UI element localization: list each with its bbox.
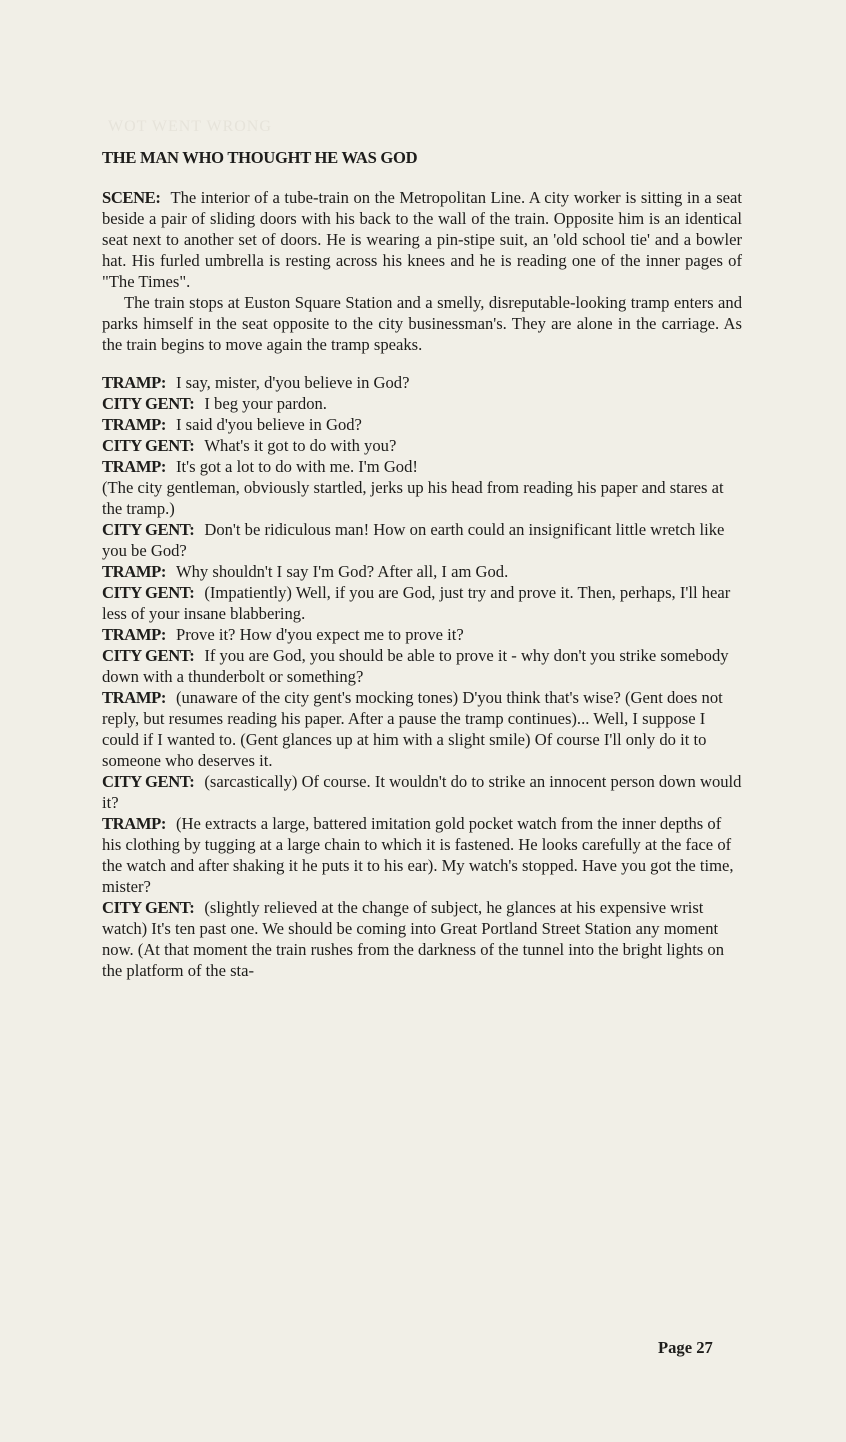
dialogue-line [102,477,742,519]
speaker-label: TRAMP: [102,562,166,581]
dialogue-text: (He extracts a large, battered imitation gold pocket watch from the inner depths of his clothing by tugging at a large chain to which it is fastened. He looks carefully at the face of the watch and after shaking it he puts it to his ear). My watch's stopped. Have you got the time, mister? [102,814,734,896]
dialogue-text: I said d'you believe in God? [175,415,362,434]
dialogue-line [102,372,742,393]
page-title: THE MAN WHO THOUGHT HE WAS GOD [102,148,418,167]
dialogue-text: It's got a lot to do with me. I'm God! [175,457,418,476]
scene-paragraph-2: The train stops at Euston Square Station and a smelly, disreputable-looking tramp enters and parks himself in the seat opposite to the city businessman's. They are alone in the carriage. As the train begins to move again the tramp speaks. [102,293,742,354]
scene-paragraph [102,187,742,292]
dialogue-line [102,582,742,624]
dialogue-text: Don't be ridiculous man! How on earth could an insignificant little wretch like you be God? [102,520,725,560]
dialogue-line [102,414,742,435]
dialogue-text: (sarcastically) Of course. It wouldn't do to strike an innocent person down would it? [102,772,742,812]
speaker-label: TRAMP: [102,625,166,644]
dialogue-line [102,813,742,897]
dialogue-line [102,687,742,771]
scene-text: The interior of a tube-train on the Metropolitan Line. A city worker is sitting in a seat beside a pair of sliding doors with his back to the wall of the train. Opposite him is an identical seat next to another set of doors. He is wearing a pin-stipe suit, an 'old school tie' and a bowler hat. His furled umbrella is resting across his knees and he is reading one of the inner pages of "The Times". [102,188,742,291]
dialogue-line [102,624,742,645]
dialogue-text: Prove it? How d'you expect me to prove it? [175,625,464,644]
speaker-label: CITY GENT: [102,583,195,602]
dialogue-line [102,435,742,456]
page-number: Page 27 [658,1338,713,1357]
dialogue-text: (Impatiently) Well, if you are God, just try and prove it. Then, perhaps, I'll hear less of your insane blabbering. [102,583,731,623]
dialogue-text: I beg your pardon. [204,394,327,413]
dialogue-text: (unaware of the city gent's mocking tones) D'you think that's wise? (Gent does not reply, but resumes reading his paper. After a pause the tramp continues)... Well, I suppose I could if I wanted to. (Gent glances up at him with a slight smile) Of course I'll only do it to someone who deserves it. [102,688,723,770]
page-content [102,147,742,981]
dialogue-line [102,519,742,561]
speaker-label: TRAMP: [102,415,166,434]
speaker-label: TRAMP: [102,457,166,476]
dialogue [102,372,742,981]
show-through-heading: WOT WENT WRONG [108,118,272,135]
dialogue-line [102,456,742,477]
dialogue-line [102,645,742,687]
speaker-label: TRAMP: [102,814,166,833]
dialogue-text: I say, mister, d'you believe in God? [175,373,410,392]
scene-label: SCENE: [102,188,161,207]
speaker-label: CITY GENT: [102,394,195,413]
dialogue-text: (slightly relieved at the change of subject, he glances at his expensive wrist watch) It's ten past one. We should be coming into Great Portland Street Station any moment now. (At that moment the train rushes from the darkness of the tunnel into the bright lights on the platform of the sta- [102,898,724,980]
dialogue-text: Why shouldn't I say I'm God? After all, I am God. [175,562,509,581]
speaker-label: TRAMP: [102,688,166,707]
dialogue-line [102,897,742,981]
speaker-label: CITY GENT: [102,436,195,455]
speaker-label: CITY GENT: [102,646,195,665]
dialogue-line [102,561,742,582]
speaker-label: CITY GENT: [102,520,195,539]
dialogue-line [102,393,742,414]
dialogue-text: If you are God, you should be able to prove it - why don't you strike somebody down with a thunderbolt or something? [102,646,729,686]
dialogue-text: (The city gentleman, obviously startled, jerks up his head from reading his paper and stares at the tramp.) [102,478,724,518]
dialogue-text: What's it got to do with you? [204,436,397,455]
speaker-label: CITY GENT: [102,772,195,791]
speaker-label: CITY GENT: [102,898,195,917]
speaker-label: TRAMP: [102,373,166,392]
dialogue-line [102,771,742,813]
